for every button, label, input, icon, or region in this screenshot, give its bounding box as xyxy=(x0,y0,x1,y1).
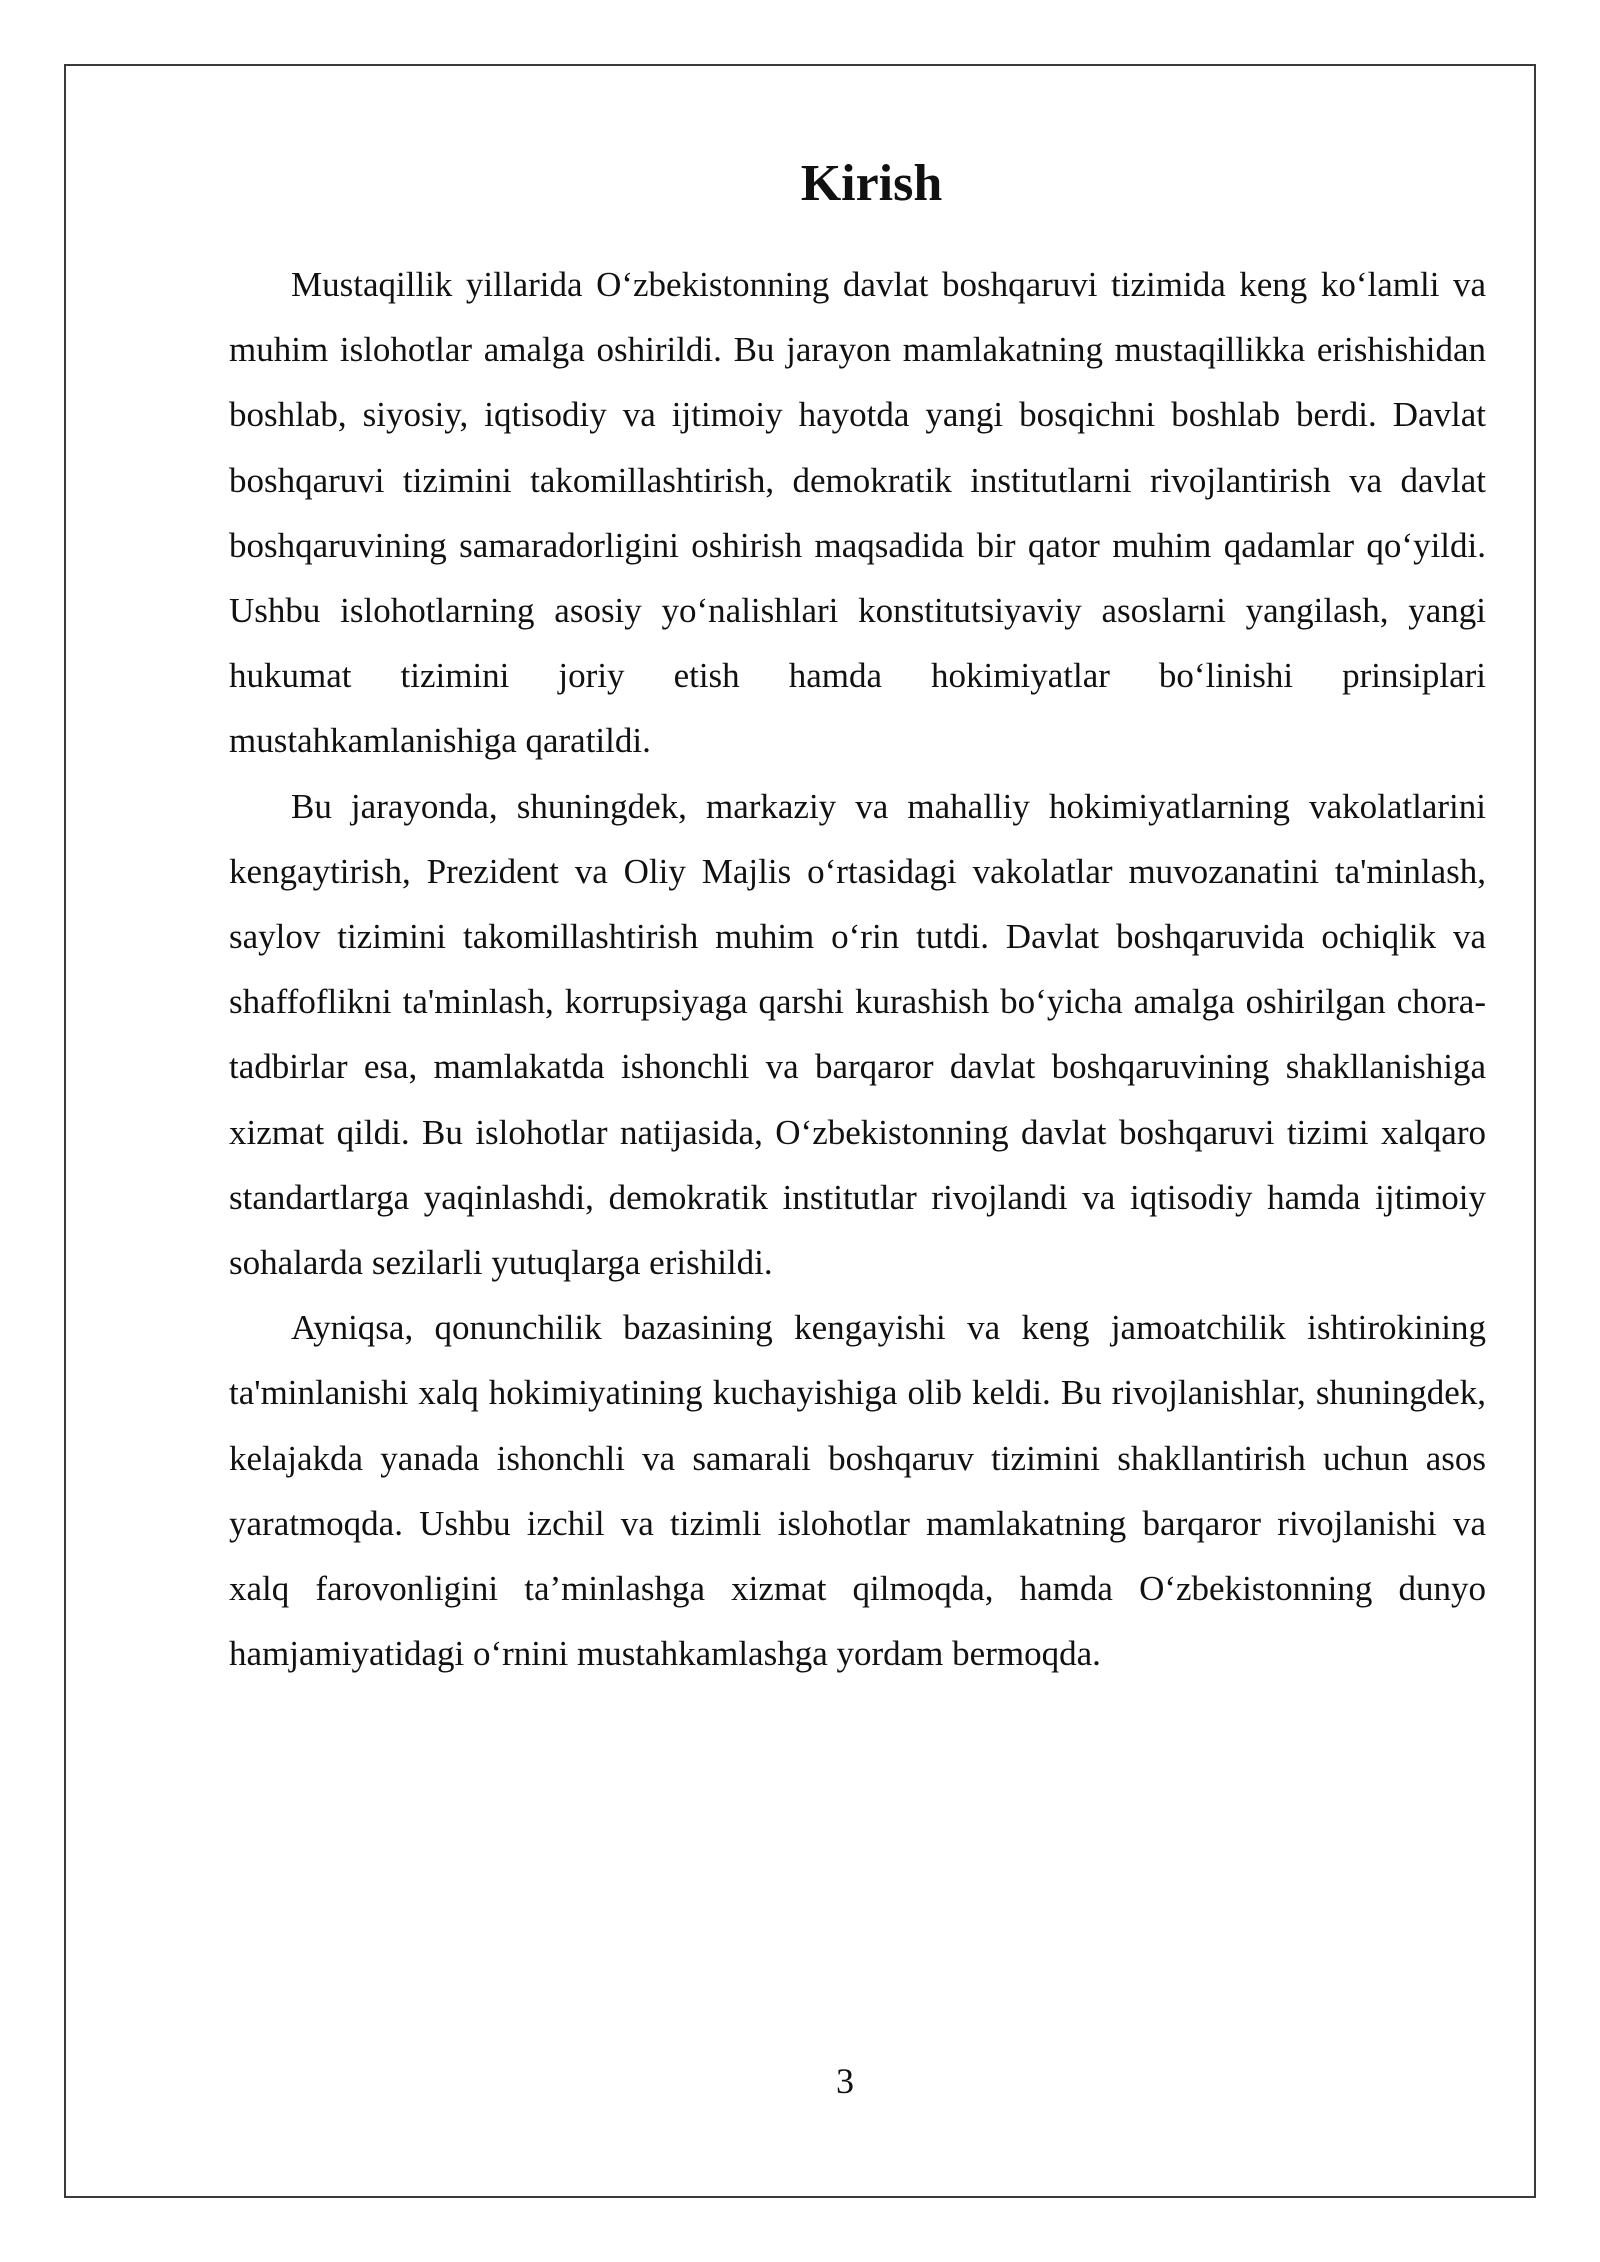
paragraph-2: Bu jarayonda, shuningdek, markaziy va mahalliy hokimiyatlarning vakolatlarini kengaytirish, Prezident va Oliy Majlis o‘rtasidagi vakolatlar muvozanatini ta'minlash, saylov tizimini takomillashtirish muhim o‘rin tutdi. Davlat boshqaruvida ochiqlik va shaffoflikni ta'minlash, korrupsiyaga qarshi kurashish bo‘yicha amalga oshirilgan chora-tadbirlar esa, mamlakatda ishonchli va barqaror davlat boshqaruvining shakllanishiga xizmat qildi. Bu islohotlar natijasida, O‘zbekistonning davlat boshqaruvi tizimi xalqaro standartlarga yaqinlashdi, demokratik institutlar rivojlandi va iqtisodiy hamda ijtimoiy sohalarda sezilarli yutuqlarga erishildi. xyxy=(229,786,1486,1283)
title-container xyxy=(229,140,1486,228)
page-number: 3 xyxy=(836,2061,854,2101)
paragraph-3: Ayniqsa, qonunchilik bazasining kengayishi va keng jamoatchilik ishtirokining ta'minlanishi xalq hokimiyatining kuchayishiga olib keldi. Bu rivojlanishlar, shuningdek, kelajakda yanada ishonchli va samarali boshqaruv tizimini shakllantirish uchun asos yaratmoqda. Ushbu izchil va tizimli islohotlar mamlakatning barqaror rivojlanishi va xalq farovonligini ta’minlashga xizmat qilmoqda, hamda O‘zbekistonning dunyo hamjamiyatidagi o‘rnini mustahkamlashga yordam bermoqda. xyxy=(229,1308,1486,1674)
document-body xyxy=(229,140,1486,1686)
document-title: Kirish xyxy=(800,155,943,212)
paragraph-1: Mustaqillik yillarida O‘zbekistonning davlat boshqaruvi tizimida keng ko‘lamli va muhim islohotlar amalga oshirildi. Bu jarayon mamlakatning mustaqillikka erishishidan boshlab, siyosiy, iqtisodiy va ijtimoiy hayotda yangi bosqichni boshlab berdi. Davlat boshqaruvi tizimini takomillashtirish, demokratik institutlarni rivojlantirish va davlat boshqaruvining samaradorligini oshirish maqsadida bir qator muhim qadamlar qo‘yildi. Ushbu islohotlarning asosiy yo‘nalishlari konstitutsiyaviy asoslarni yangilash, yangi hukumat tizimini joriy etish hamda hokimiyatlar bo‘linishi prinsiplari mustahkamlanishiga qaratildi. xyxy=(229,265,1486,761)
